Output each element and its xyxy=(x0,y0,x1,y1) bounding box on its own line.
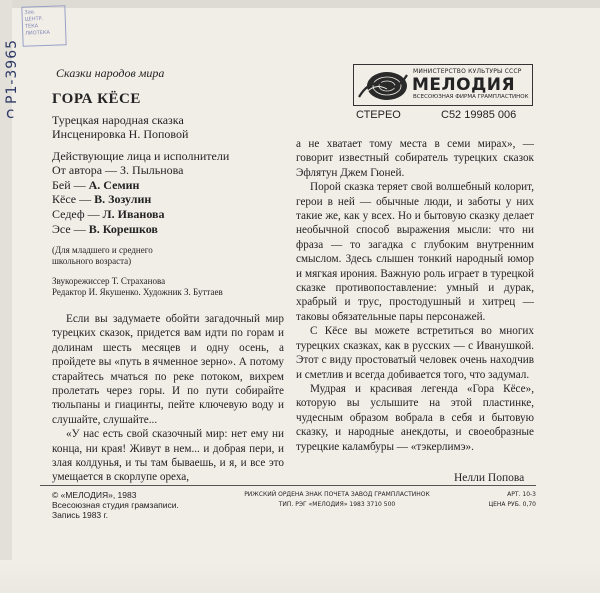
stamp-line: Зав. xyxy=(24,9,36,16)
melodiya-logo xyxy=(353,64,533,106)
footer-line: РИЖСКИЙ ОРДЕНА ЗНАК ПОЧЕТА ЗАВОД ГРАМПЛАСТИНОК xyxy=(244,491,430,498)
paragraph: а не хватает тому места в семи мирах», — говорит известный собиратель турецких сказок Эфлятун Джем Гюней. xyxy=(296,138,534,179)
catalog-number: С52 19985 006 xyxy=(441,109,517,121)
footer-line: ЦЕНА РУБ. 0,70 xyxy=(488,501,536,508)
logo-ministry: МИНИСТЕРСТВО КУЛЬТУРЫ СССР xyxy=(413,68,522,75)
age-note-line: школьного возраста) xyxy=(52,256,132,266)
stamp-line: ЛИОТЕКА xyxy=(25,29,50,37)
cast-actor: В. Зозулин xyxy=(94,192,152,207)
copyright-block xyxy=(52,490,179,520)
cast-entry: Бей — А. Семин xyxy=(52,177,140,192)
footer-line: АРТ. 10-3 xyxy=(507,491,536,498)
paragraph: Порой сказка теряет свой волшебный колорит, герои в ней — обычные люди, и заботы у них такие же, как у всех. Но и бытовую сказку делает необычной способ выражения мысли: что ни фраза — то загадка с глубоким внутренним смыслом. Здесь слышен тонкий народный юмор и мягкая ирония. Важную роль играет в турецкой сказке противопоставление: умный и дурак, храбрый и трус, простодушный и хитрец — таковы обязательные пары персонажей. xyxy=(296,181,534,323)
paragraph: С Кёсе вы можете встретиться во многих турецких сказках, как в русских — с Иванушкой. Этот с виду простоватый человек очень находчив и сметлив и всегда добивается того, что задумал. xyxy=(296,325,534,381)
footer-line: Всесоюзная студия грамзаписи. xyxy=(52,500,179,510)
cast-role: Эсе xyxy=(52,221,71,236)
paper-bottom-shade xyxy=(0,560,600,593)
cast-heading: Действующие лица и исполнители xyxy=(52,149,230,163)
logo-firm: ВСЕСОЮЗНАЯ ФИРМА ГРАМПЛАСТИНОК xyxy=(413,94,529,100)
production-credits xyxy=(52,276,223,298)
stamp-line: ТЕКА xyxy=(24,23,39,30)
notes-author: Нелли Попова xyxy=(454,472,525,484)
cast-entry: Эсе — В. Корешков xyxy=(52,221,158,236)
price-block xyxy=(478,490,536,510)
cast-entry: Кёсе — В. Зозулин xyxy=(52,192,152,207)
series-title: Сказки народов мира xyxy=(56,66,165,80)
age-note xyxy=(52,245,153,267)
footer-line: ТИП. РЭГ «МЕЛОДИЯ» 1983 3710 500 xyxy=(278,501,396,508)
cast-entry: Седеф — Л. Иванова xyxy=(52,207,165,222)
cast-actor: З. Пыльнова xyxy=(120,163,184,177)
footer-divider xyxy=(40,485,536,486)
cast-entry: От автора — З. Пыльнова xyxy=(52,163,184,177)
age-note-line: (Для младшего и среднего xyxy=(52,245,153,255)
paper-edge-top xyxy=(0,0,600,8)
footer-line: © «МЕЛОДИЯ», 1983 xyxy=(52,490,137,500)
record-subtitle: Турецкая народная сказка xyxy=(52,113,184,127)
stereo-label: СТЕРЕО xyxy=(356,109,401,121)
paragraph: Мудрая и красивая легенда «Гора Кёсе», которую вы услышите на этой пластинке, чудесным образом вобрала в себя и бытовую сказку, и народные анекдоты, и своеобразные турецкие каламбуры — «тэкерлимэ». xyxy=(296,382,534,453)
cast-actor: Л. Иванова xyxy=(102,207,165,222)
liner-notes-left-column xyxy=(52,312,284,485)
cast-role: Седеф xyxy=(52,207,85,222)
credit-line: Редактор И. Якушенко. Художник З. Буттаев xyxy=(52,287,223,297)
cast-actor: В. Корешков xyxy=(88,221,158,236)
cast-actor: А. Семин xyxy=(88,177,140,192)
cast-list xyxy=(52,163,183,237)
logo-brand: МЕЛОДИЯ xyxy=(412,75,516,95)
paragraph: «У нас есть свой сказочный мир: нет ему ни конца, ни края! Живут в нем... и добрая пери, и злая колдунья, и ты там бываешь, и я, и все это умещается в скорлупе ореха, xyxy=(52,428,284,484)
paragraph: Если вы задумаете обойти загадочный мир турецких сказок, придется вам идти по горам и долинам шесть месяцев и одну осень, а пройдете вы «путь в ячменное зерно». А потому старайтесь мчаться по реке потоком, вихрем пролетать через горы. И по пути собирайте тюльпаны и гиацинты, пейте ключевую воду и слушайте, слушайте... xyxy=(52,313,284,426)
handwritten-mark: с xyxy=(6,104,15,122)
cast-role: От автора xyxy=(52,163,103,177)
liner-notes-right-column xyxy=(296,137,534,454)
cast-role: Бей xyxy=(52,177,71,192)
cast-role: Кёсе xyxy=(52,192,77,207)
handwritten-inventory-code: Р1-3965 xyxy=(4,38,20,104)
manufacturer-block xyxy=(212,490,462,510)
adaptation-credit: Инсценировка Н. Поповой xyxy=(52,127,189,141)
footer-line: Запись 1983 г. xyxy=(52,510,108,520)
record-title: ГОРА КЁСЕ xyxy=(52,91,141,107)
stamp-line: ЦЕНТР. xyxy=(24,16,44,23)
melodiya-record-icon xyxy=(357,69,409,103)
credit-line: Звукорежиссер Т. Страханова xyxy=(52,276,166,286)
library-stamp xyxy=(21,5,66,47)
